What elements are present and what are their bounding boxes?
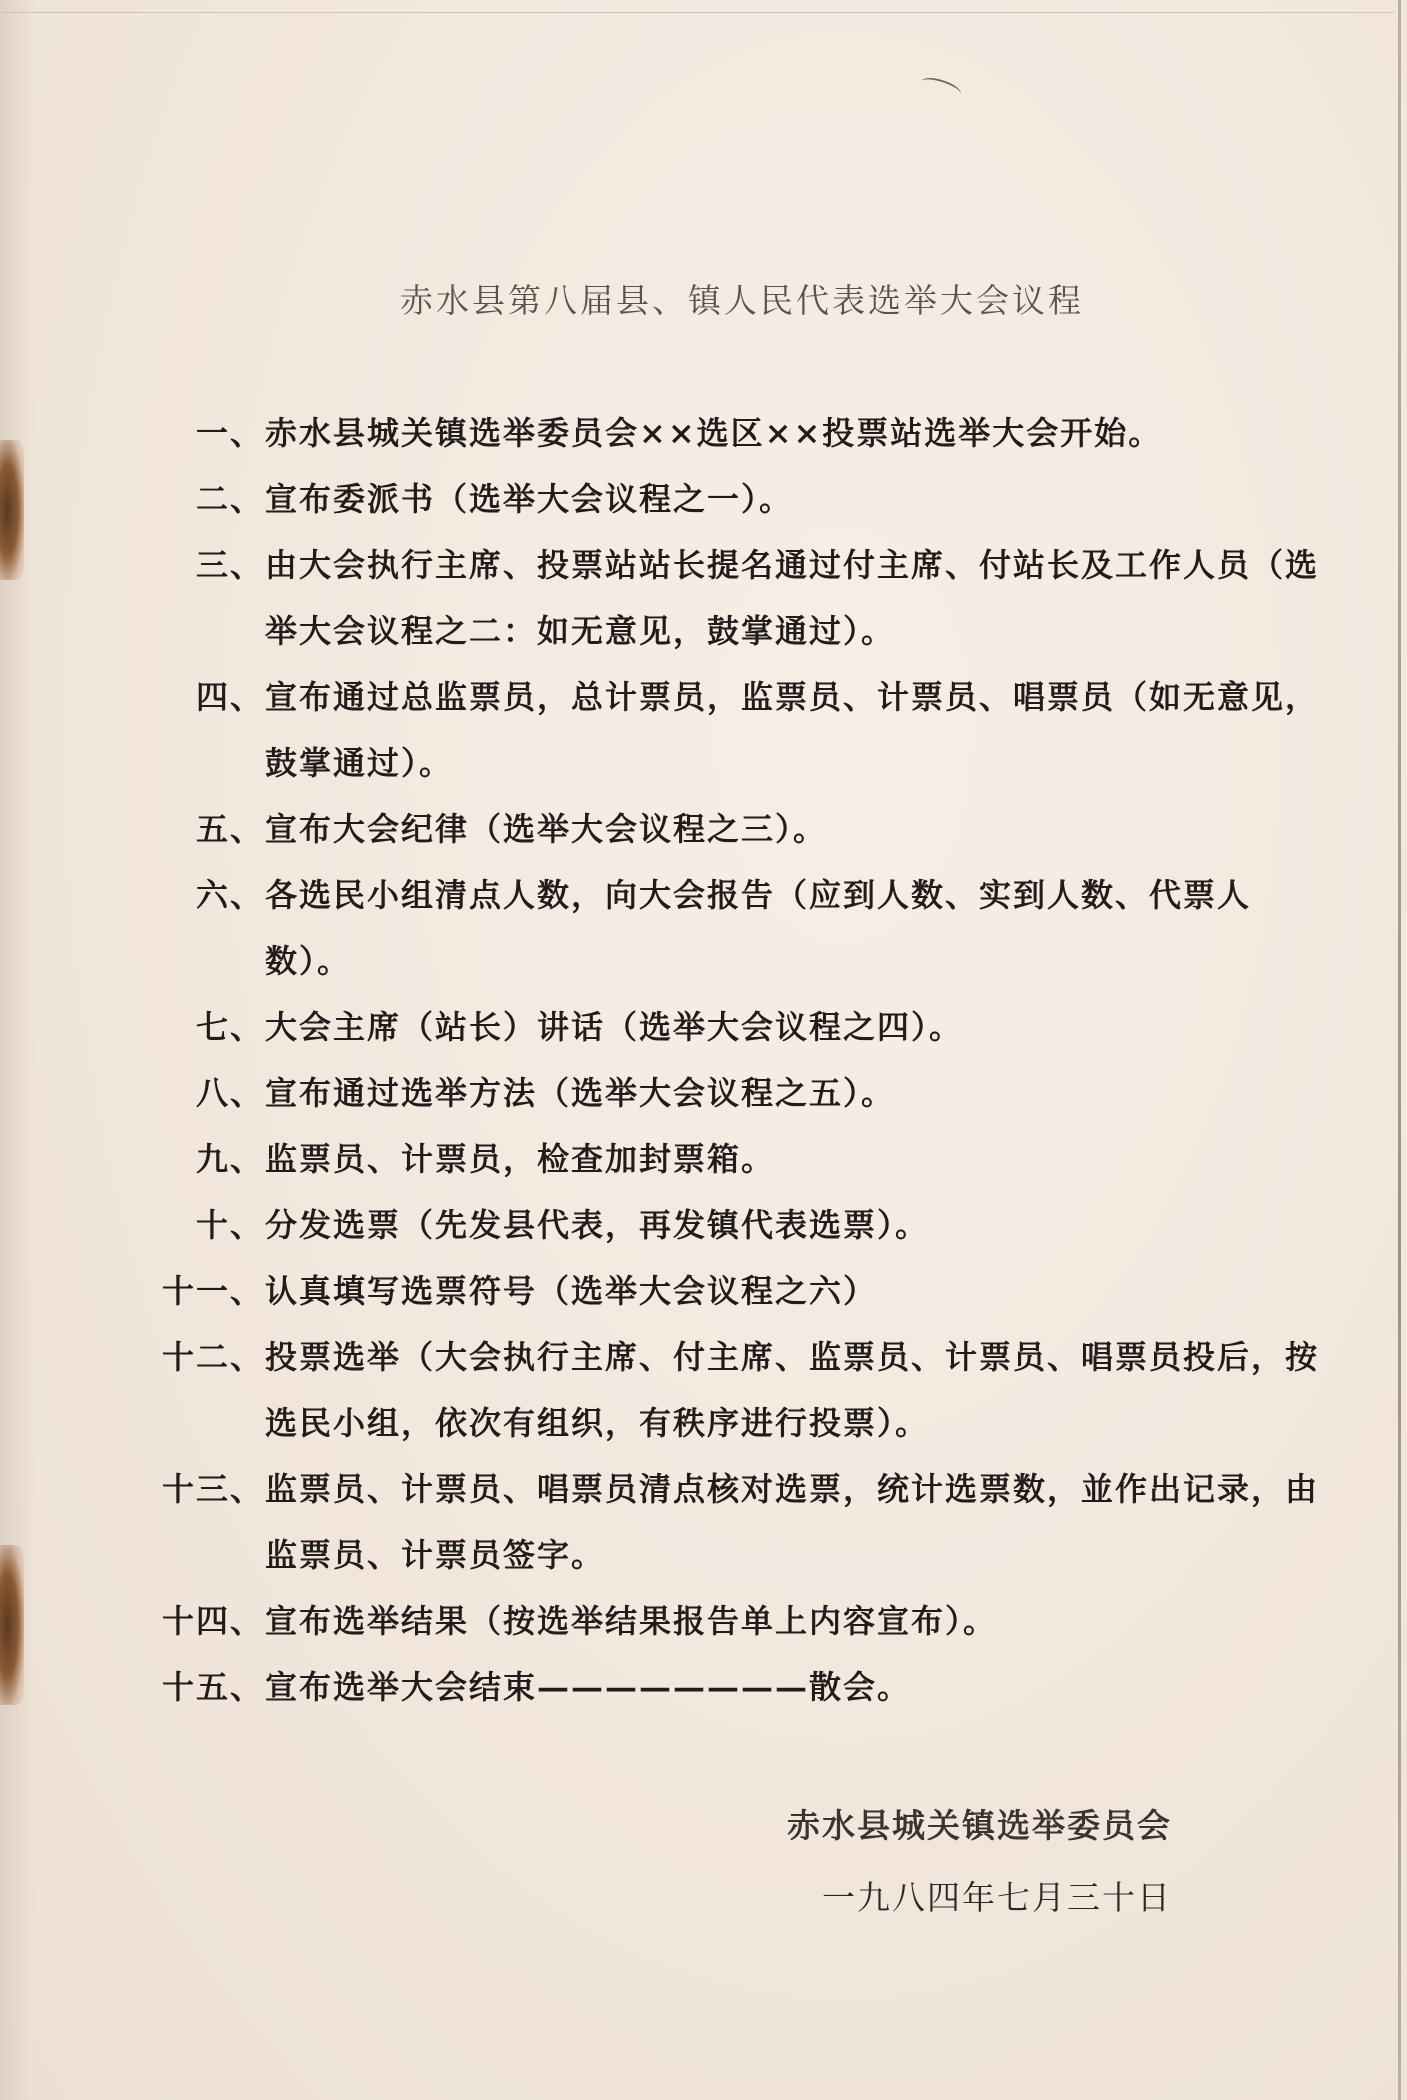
rust-staple-mark [0,440,24,580]
agenda-item [140,1654,1320,1720]
agenda-item-text: 投票选举（大会执行主席、付主席、监票员、计票员、唱票员投后，按选民小组，依次有组织，有秩序进行投票）。 [265,1338,1320,1442]
agenda-item [140,1324,1320,1456]
rust-staple-mark [0,1545,24,1705]
paper-edge-shadow [0,0,34,2100]
agenda-item [140,994,1320,1060]
agenda-item-text: 认真填写选票符号（选举大会议程之六） [265,1272,878,1310]
agenda-item-text: 由大会执行主席、投票站站长提名通过付主席、付站长及工作人员（选举大会议程之二：如无意见，鼓掌通过）。 [265,546,1320,650]
scan-top-border [0,0,1395,13]
agenda-item-number: 一、 [195,414,264,452]
agenda-item [140,532,1320,664]
agenda-item-text: 宣布通过总监票员，总计票员，监票员、计票员、唱票员（如无意见，鼓掌通过）。 [265,678,1320,782]
document-title: 赤水县第八届县、镇人民代表选举大会议程 [400,281,1084,320]
agenda-item-text: 监票员、计票员，检查加封票箱。 [265,1140,776,1178]
agenda-item-number: 七、 [195,1008,264,1046]
agenda-item-text: 大会主席（站长）讲话（选举大会议程之四）。 [265,1008,964,1046]
agenda-item-number: 三、 [195,546,264,584]
agenda-item-text: 宣布通过选举方法（选举大会议程之五）。 [265,1074,896,1112]
agenda-item-text: 宣布大会纪律（选举大会议程之三）。 [265,810,828,848]
document-date: 一九八四年七月三十日 [822,1878,1172,1917]
agenda-item [140,1126,1320,1192]
agenda-item-text: 宣布委派书（选举大会议程之一）。 [265,480,794,518]
agenda-item-number: 十四、 [161,1602,264,1640]
agenda-item [140,1192,1320,1258]
agenda-list [140,400,1320,1720]
scan-right-border [1398,0,1401,2100]
agenda-item-number: 十二、 [161,1338,264,1376]
agenda-item-number: 六、 [195,876,264,914]
agenda-item-text: 赤水县城关镇选举委员会××选区××投票站选举大会开始。 [265,414,1163,452]
agenda-item [140,664,1320,796]
pen-mark [919,74,964,102]
agenda-item-number: 五、 [195,810,264,848]
agenda-item-number: 二、 [195,480,264,518]
agenda-item [140,1258,1320,1324]
agenda-item-number: 八、 [195,1074,264,1112]
agenda-item [140,862,1320,994]
agenda-item-text: 宣布选举结果（按选举结果报告单上内容宣布）。 [265,1602,998,1640]
agenda-item-text: 监票员、计票员、唱票员清点核对选票，统计选票数，並作出记录，由监票员、计票员签字。 [265,1470,1320,1574]
agenda-item-number: 十一、 [161,1272,264,1310]
agenda-item [140,1588,1320,1654]
agenda-item-number: 四、 [195,678,264,716]
agenda-item-number: 十、 [195,1206,264,1244]
agenda-item [140,1456,1320,1588]
agenda-item-text: 各选民小组清点人数，向大会报告（应到人数、实到人数、代票人数）。 [265,876,1252,980]
agenda-item-text: 分发选票（先发县代表，再发镇代表选票）。 [265,1206,930,1244]
agenda-item [140,796,1320,862]
agenda-item-number: 十三、 [161,1470,264,1508]
agenda-item [140,400,1320,466]
agenda-item-number: 十五、 [161,1668,264,1706]
agenda-item [140,466,1320,532]
agenda-item-text: 宣布选举大会结束————————散会。 [265,1668,912,1706]
agenda-item [140,1060,1320,1126]
issuing-organization: 赤水县城关镇选举委员会 [787,1806,1172,1845]
agenda-item-number: 九、 [195,1140,264,1178]
